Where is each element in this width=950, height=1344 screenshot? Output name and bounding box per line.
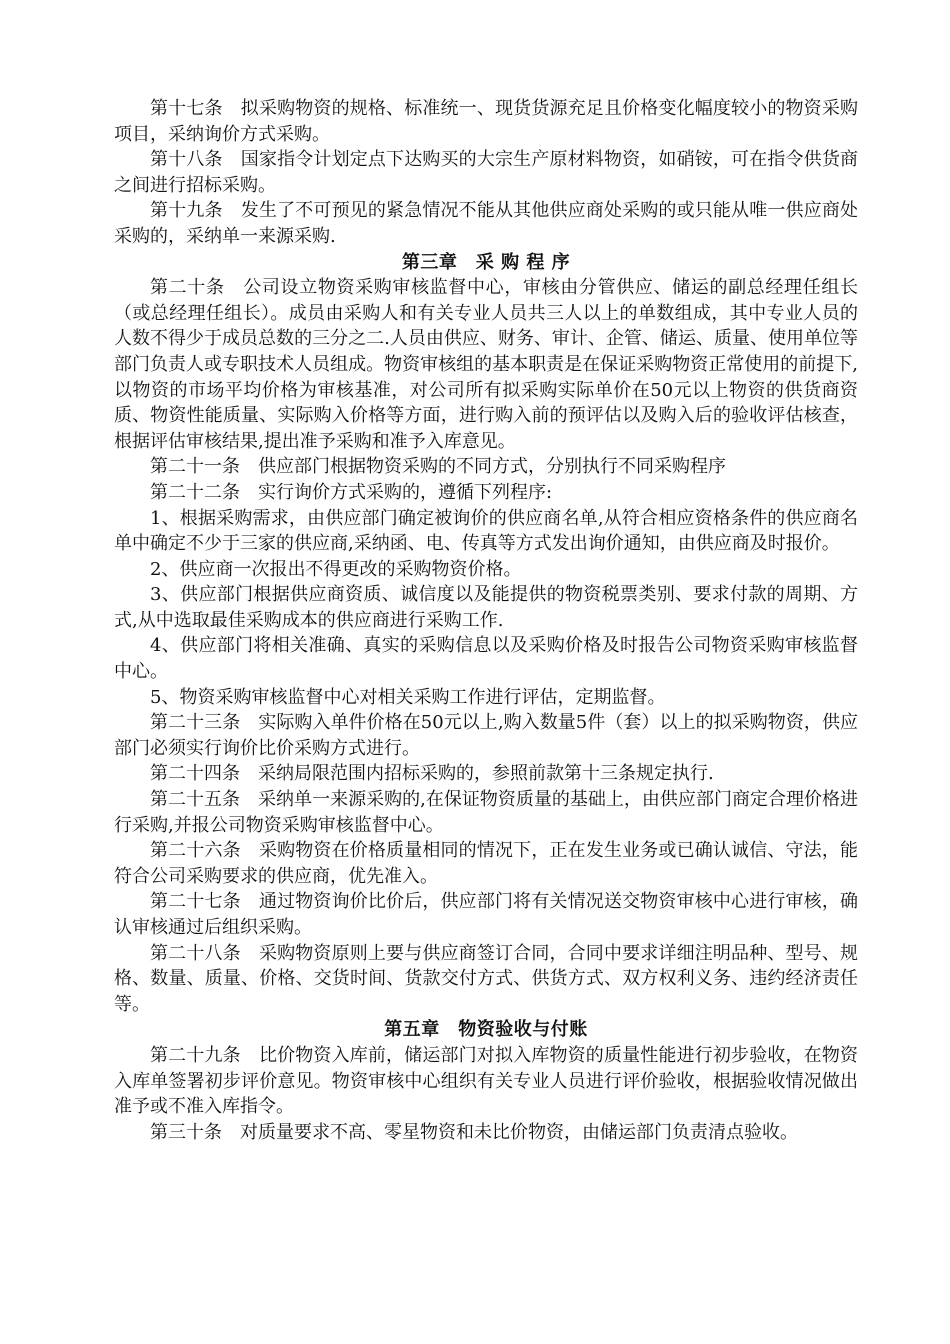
article-23: 第二十三条 实际购入单件价格在50元以上,购入数量5件（套）以上的拟采购物资，供应部门必须实行询价比价采购方式进行。 bbox=[114, 712, 858, 759]
article-20: 第二十条 公司设立物资采购审核监督中心，审核由分管供应、储运的副总经理任组长（或总经理任组长）。成员由采购人和有关专业人员共三人以上的单数组成，其中专业人员的人数不得少于成员总数的三分之二.人员由供应、财务、审计、企管、储运、质量、使用单位等部门负责人或专职技术人员组成。物资审核组的基本职责是在保证采购物资正常使用的前提下,以物资的市场平均价格为审核基准，对公司所有拟采购实际单价在50元以上物资的供货商资质、物资性能质量、实际购入价格等方面，进行购入前的预评估以及购入后的验收评估核查，根据评估审核结果,提出准予采购和准予入库意见。 bbox=[114, 277, 858, 452]
article-18: 第十八条 国家指令计划定点下达购买的大宗生产原材料物资，如硝铵，可在指令供货商之间进行招标采购。 bbox=[114, 149, 858, 196]
article-19: 第十九条 发生了不可预见的紧急情况不能从其他供应商处采购的或只能从唯一供应商处采购的，采纳单一来源采购. bbox=[114, 200, 858, 247]
procedure-item-3: 3、供应部门根据供应商资质、诚信度以及能提供的物资税票类别、要求付款的周期、方式,从中选取最佳采购成本的供应商进行采购工作. bbox=[114, 584, 858, 631]
article-30: 第三十条 对质量要求不高、零星物资和未比价物资，由储运部门负责清点验收。 bbox=[150, 1121, 798, 1143]
article-17: 第十七条 拟采购物资的规格、标准统一、现货货源充足且价格变化幅度较小的物资采购项目，采纳询价方式采购。 bbox=[114, 98, 858, 145]
article-21: 第二十一条 供应部门根据物资采购的不同方式，分别执行不同采购程序 bbox=[150, 456, 726, 478]
article-27: 第二十七条 通过物资询价比价后，供应部门将有关情况送交物资审核中心进行审核，确认审核通过后组织采购。 bbox=[114, 891, 858, 938]
procedure-item-5: 5、物资采购审核监督中心对相关采购工作进行评估，定期监督。 bbox=[150, 686, 666, 708]
procedure-item-2: 2、供应商一次报出不得更改的采购物资价格。 bbox=[150, 558, 522, 580]
procedure-item-1: 1、根据采购需求，由供应部门确定被询价的供应商名单,从符合相应资格条件的供应商名单中确定不少于三家的供应商,采纳函、电、传真等方式发出询价通知，由供应商及时报价。 bbox=[114, 507, 858, 555]
article-24: 第二十四条 采纳局限范围内招标采购的，参照前款第十三条规定执行. bbox=[150, 763, 714, 785]
chapter-5-heading: 第五章 物资验收与付账 bbox=[384, 1019, 588, 1041]
article-22: 第二十二条 实行询价方式采购的，遵循下列程序: bbox=[150, 481, 553, 503]
article-26: 第二十六条 采购物资在价格质量相同的情况下，正在发生业务或已确认诚信、守法，能符合公司采购要求的供应商，优先准入。 bbox=[114, 840, 858, 887]
document-page bbox=[114, 96, 858, 1145]
article-28: 第二十八条 采购物资原则上要与供应商签订合同，合同中要求详细注明品种、型号、规格、数量、质量、价格、交货时间、货款交付方式、供货方式、双方权利义务、违约经济责任等。 bbox=[114, 942, 858, 1015]
procedure-item-4: 4、供应部门将相关准确、真实的采购信息以及采购价格及时报告公司物资采购审核监督中心。 bbox=[114, 635, 858, 683]
article-29: 第二十九条 比价物资入库前，储运部门对拟入库物资的质量性能进行初步验收，在物资入库单签署初步评价意见。物资审核中心组织有关专业人员进行评价验收，根据验收情况做出准予或不准入库指令。 bbox=[114, 1044, 858, 1118]
article-25: 第二十五条 采纳单一来源采购的,在保证物资质量的基础上，由供应部门商定合理价格进行采购,并报公司物资采购审核监督中心。 bbox=[114, 789, 858, 836]
chapter-3-heading: 第三章 采 购 程 序 bbox=[401, 251, 571, 273]
